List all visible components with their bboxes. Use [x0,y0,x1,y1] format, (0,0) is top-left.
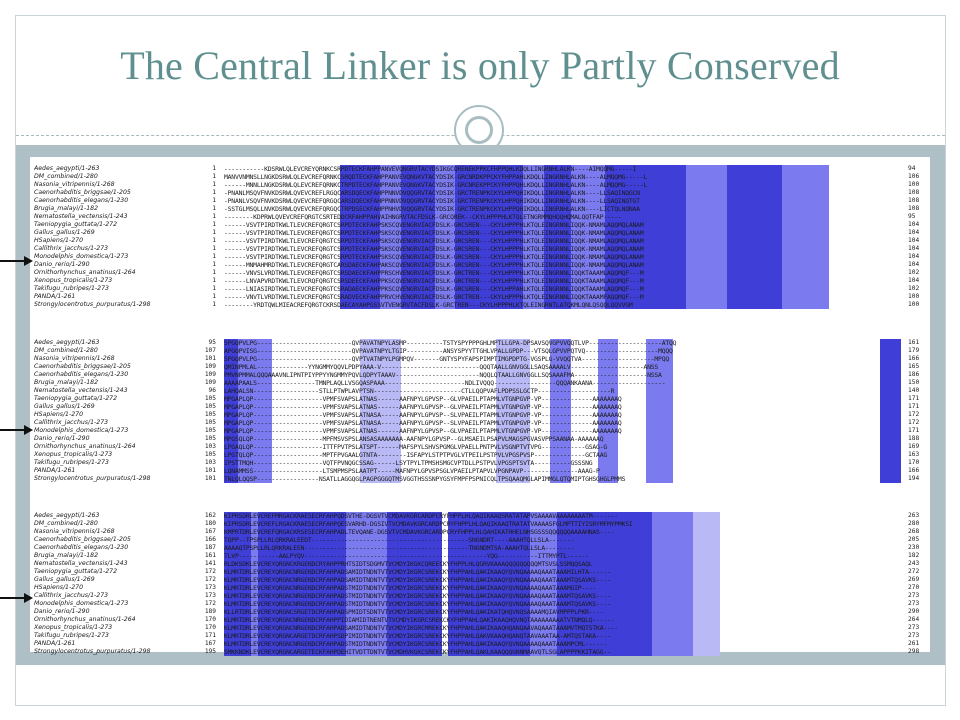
sequence-end-position: 104 [908,261,920,268]
alignment-row [30,512,930,520]
sequence-residues: ------LNVAPVRDTKWLTLEVCRQFQRGTCSRSDEECKFAHPPKSCQVENGRVIACFDSLK-GRCTREN---CKYLHPPPHLKTQLEINGRNNLIQQKTAAAMLAQQMQF---M [224,277,644,285]
sequence-residues: LPGAQLQP-------------------ITTFPVTPSLATSPT------MAFSPYLSHVSPGMGLVPAELLPNTPVLVSGNPTVTVPG------------GSAG-G [224,443,607,451]
sequence-residues: KLMRTDRLEVCREYQRGNCNRGENDCRFAHPADSAMIDTNDNTVTVCMDYIKGRCSREKCKYFHPPAHLQAKIKAAQYQVNQAAAAQAAATAAAMTQSAVKS---- [224,576,611,584]
sequence-residues: --------KDPRWLQVEVCREFQRGTCSRTEDDCRFAHPPAHVAIHNGRVTACFDSLK-GRCQREK--CKYLHPPPHLKTQLETNGRMMQHQQHQMALQQTFAP----- [224,213,622,221]
alignment-row [30,544,930,552]
sequence-start-position: 162 [204,512,216,519]
sequence-name: Caenorhabditis_elegans/1-230 [34,371,129,378]
sequence-residues: MPGSQLQP-------------------MPFMSVSPSLANSASAAAAAAA-AAFNPYLGPVSP--GLMSAEILPSAPVLMAGSPGVASVPPSAANAA-AAAAAAQ [224,435,604,443]
sequence-end-position: 140 [908,387,920,394]
sequence-end-position: 166 [908,467,920,474]
alignment-row [30,189,930,197]
sequence-end-position: 243 [908,560,920,567]
alignment-row [30,387,930,395]
sequence-residues: KIPRSDRLEVCREFLRGACKRAESECRFAHPQESVARHD-DGSIVTVCMDAVKGRCARDPCRYFHPPLHLQAQIKAAQTRATATVAAAASFGLMPTTIYISRYMFMYPMKSI [224,520,633,528]
sequence-start-position: 1 [212,165,216,172]
sequence-name: Taeniopygia_guttata/1-272 [34,221,118,228]
sequence-start-position: 141 [204,560,216,567]
sequence-start-position: 1 [212,205,216,212]
sequence-start-position: 1 [212,237,216,244]
sequence-residues: KIPRSDRLEVCREFMRGACKRAESECRFAHPQDSVTHE-DGSVTVCMDAVKGRCARDPCRYFHPPLHLQAQIKAAQSRATATAPVSAAAAVAAAAAAAATM------- [224,512,618,520]
sequence-residues: LPGTQLQP-------------------MPTFPVGAALGTNTA--------ISFAPYLSTPTPVGLVTPEILPSTPVLVPGSPVSP--------------GCTAAG [224,451,607,459]
sequence-residues: ------VSVTPIRDTKWLTLEVCREFQRGTCSRPDTECKFAHPSKSCQVENGRVIACFDSLK-GRCSREN---CKYLHPPPHLKTQLEINGRNNLIQQK-NMAMLAQQMQLANAM [224,253,644,261]
alignment-row [30,379,930,387]
sequence-residues: MPGAPLQP-------------------VPMFSVAPSLATNAS------AAFNPYLGPVSP--GLVPAEILPTAPMLVTGNPGVP-VP--------------AAAAAAAQ [224,395,622,403]
sequence-start-position: 1 [212,277,216,284]
sequence-residues: --------YRDTQWLMIEACREFQRGTCKRSDAECAYAHPGSSVTVENGRVTACFDSLK-GRCTREN---CKYLHPPPHLKTQLEINGRNTLATQKMLQNLQSQQLQQVVGM [224,301,633,309]
sequence-residues: LAHQALSN------------------STLLPTWPLAVPTSN------------------------CTLLQQPVAFLPDPSSLGCTP--------------------R [224,387,615,395]
sequence-name: Nasonia_vitripennis/1-268 [34,181,115,188]
sequence-name: Nasonia_vitripennis/1-268 [34,355,115,362]
alignment-row [30,475,930,483]
sequence-residues: TLVP-----------AALPYQV--------------------------------------------------YQG-----------ITTMYPTL------ [224,552,589,560]
sequence-residues: LQNAMMSS-------------------LTSMPMSPSLAATPT-----MAFNPYLGPVSPSGLVPAEILPTAPVLVPGNPAVP---------------AAAG-P [224,467,600,475]
sequence-residues: KLMRTDRLEVCREYQRGNCNRGENDCRFAHPADSTMIDTNDNTVTVCMDYIKGRCSREKCKYFHPPAHLQAKIKAAQYQVNQAAAAQAAATAAAMGIP---- [224,584,597,592]
sequence-start-position: 166 [204,536,216,543]
sequence-residues: RLDKSDKLEVCREYQRGNCKRGENDCRYAHPPRHTSIDTSDGMVTVCMDYIKGKCQREECKYFHPPLHLQGRVKAAAQQQQQQQQQMTSVSLSSMQQSAQL [224,560,593,568]
alignment-row [30,205,930,213]
sequence-end-position: 95 [908,213,916,220]
sequence-residues: ------LNIASIRDTKWLTLEVCREFQRGTCSRADAECKFAHPPKSCQVENGRVIACFDSLK-GRCSREN---CKYLHPPAHLKTQLEINGRNNLIQQKTAAAMLAQQMQF---M [224,285,644,293]
alignment-row [30,181,930,189]
alignment-image-panel [16,145,945,665]
arrow-right-icon [0,592,34,604]
alignment-row [30,560,930,568]
sequence-end-position: 188 [908,435,920,442]
sequence-end-position: 264 [908,616,920,623]
sequence-name: Brugia_malayi/1-182 [34,552,99,559]
sequence-residues: PMVNPMMALQQQAAAVNLIPNTPIYPPYYNGMMYPQVLQDPYTAAAV-----------------------NQQLQTAALLGNVGGLLSQSAAAFMA--------------------NSSA [224,371,662,379]
alignment-row [30,552,930,560]
sequence-end-position: 182 [908,552,920,559]
sequence-name: Strongylocentrotus_purpuratus/1-298 [34,648,151,655]
sequence-residues: -PNANLVSQVFNVKDSRWLQVEVCREFQRGQCARSDQECKFAHPPNNVDVQQGRVTACYDSIK-GRCTRENPKCKYLHPPQHIKDQLLINGRNHLALKN----LLSAQINQTGT [224,197,640,205]
sequence-residues: ------VSVTPIRDTKWLTLEVCREFQRGTCSRPDTECKFAHPSKSCQVENGRVIACFDSLK-GRCSREN---CKYLHPPPHLKTQLEINGRNNLIQQK-NMAMLAQQMQLANAM [224,229,644,237]
sequence-residues: TQPP--TPSPLLRLQRKRALEEDT-------------------------------------------SNGNDRT----AAAHTQLLSLA------- [224,536,575,544]
sequence-start-position: 1 [212,197,216,204]
alignment-row [30,632,930,640]
sequence-residues: MPGAPLQP-------------------VPMFSVAPSLATNASA-----AAFNPYLGPVSP--SLVPAEILPTAPMLVTGNPGVP-VP--------------AAAAAAAQ [224,419,622,427]
sequence-end-position: 106 [908,173,920,180]
sequence-end-position: 170 [908,459,920,466]
sequence-start-position: 1 [212,253,216,260]
sequence-start-position: 172 [204,576,216,583]
sequence-end-position: 108 [908,197,920,204]
alignment-row [30,213,930,221]
sequence-end-position: 150 [908,379,920,386]
sequence-start-position: 161 [204,552,216,559]
sequence-end-position: 104 [908,221,920,228]
slide-title: The Central Linker is only Partly Conserved [120,43,840,88]
sequence-start-position: 101 [204,467,216,474]
sequence-end-position: 165 [908,363,920,370]
sequence-end-position: 171 [908,427,920,434]
sequence-end-position: 104 [908,277,920,284]
sequence-end-position: 261 [908,640,920,647]
sequence-start-position: 1 [212,181,216,188]
alignment-row [30,624,930,632]
sequence-start-position: 170 [204,624,216,631]
sequence-name: Gallus_gallus/1-269 [34,403,95,410]
sequence-name: Aedes_aegypti/1-263 [34,165,100,172]
alignment-row [30,528,930,536]
sequence-name: Xenopus_tropicalis/1-273 [34,277,113,284]
sequence-end-position: 94 [908,165,916,172]
sequence-name: DM_combined/1-280 [34,347,98,354]
sequence-start-position: 1 [212,269,216,276]
alignment-row [30,536,930,544]
alignment-block [30,165,930,309]
sequence-start-position: 95 [208,339,216,346]
sequence-name: Takifugu_rubripes/1-273 [34,632,109,639]
sequence-residues: KLMRTDRLEVCREYQRGNCNRGENDCRFAHPADSAMIDTNDNTVTVCMDYIKGRCSREKCKYFHPPAHLQAKIKAAQYQVNQAAAAQAAATAAAMILHTA------ [224,568,611,576]
sequence-end-position: 104 [908,237,920,244]
sequence-start-position: 105 [204,451,216,458]
sequence-end-position: 171 [908,403,920,410]
sequence-start-position: 1 [212,245,216,252]
sequence-residues: SPGQPVLPG--------------------------QVPAVATNPYLASMP----------TSTYSPYPPPGHLMPTLLGPA-DPSAVSQVGPVVQQTLVP--------------------ATQQ [224,339,677,347]
arrow-right-icon [0,424,34,436]
alignment-row [30,403,930,411]
sequence-name: Aedes_aegypti/1-263 [34,339,100,346]
sequence-start-position: 173 [204,592,216,599]
sequence-start-position: 187 [204,544,216,551]
sequence-start-position: 109 [204,379,216,386]
alignment-row [30,165,930,173]
alignment-row [30,293,930,301]
sequence-start-position: 105 [204,419,216,426]
sequence-end-position: 269 [908,576,920,583]
sequence-end-position: 108 [908,205,920,212]
alignment-row [30,245,930,253]
alignment-row [30,520,930,528]
alignment-row [30,443,930,451]
sequence-name: HSapiens/1-270 [34,411,84,418]
sequence-end-position: 108 [908,189,920,196]
sequence-start-position: 107 [204,347,216,354]
sequence-end-position: 273 [908,600,920,607]
sequence-residues: ------MNNLLNGKDSRWLQLEVCREFQRNKCTRPDTECKFAHPPANVEVQNGKVTACYDSIK-GRCNREKPPCKYFHPPQHLKDQLLINGRNHLALKN----ALMQQMG-----L [224,181,648,189]
alignment-row [30,301,930,309]
sequence-name: Ornithorhynchus_anatinus/1-264 [34,269,136,276]
sequence-name: DM_combined/1-280 [34,520,98,527]
alignment-row [30,173,930,181]
sequence-name: Callithrix_jacchus/1-273 [34,245,109,252]
sequence-end-position: 161 [908,339,920,346]
sequence-end-position: 298 [908,648,920,655]
sequence-residues: SPGQPVLPG--------------------------QVPTVATNPYLPGMPQV-------GNTYSPYFAPSPIMPTIMGPDPTG-VGSPLG-VVQQTVA--------------------MPQQ [224,355,669,363]
sequence-name: Strongylocentrotus_purpuratus/1-298 [34,301,151,308]
sequence-start-position: 109 [204,371,216,378]
bottom-band [16,670,945,704]
alignment-row [30,616,930,624]
sequence-name: Monodelphis_domestica/1-273 [34,253,129,260]
sequence-name: Monodelphis_domestica/1-273 [34,427,129,434]
sequence-start-position: 105 [204,395,216,402]
sequence-residues: -----------KDSRWLQLEVCREYQRNKCSRPDTECKFAHPPANVEVQNGRVTACYDSIKGCQRENEKPPKCFHPPQHLKDQLLINGRNHLALKN----AIMQQMG-----I [224,165,637,173]
sequence-name: Caenorhabditis_briggsae/1-205 [34,363,131,370]
sequence-name: Caenorhabditis_elegans/1-230 [34,197,129,204]
alignment-row [30,347,930,355]
sequence-end-position: 172 [908,419,920,426]
sequence-name: Taeniopygia_guttata/1-272 [34,395,118,402]
alignment-row [30,339,930,347]
sequence-residues: MANVVNMNSLLNGKDSRWLQLEVCREFQRNKCSRQDTECKFAHPPANVEVQNGKVTACYDSIK-GRCNRDKPPCKYFHPPAHLKDQLLINGRNHLALKN----ALMQQMG-----L [224,173,648,181]
alignment-row [30,285,930,293]
sequence-start-position: 1 [212,293,216,300]
sequence-end-position: 166 [908,355,920,362]
alignment-block [30,339,930,483]
alignment-row [30,584,930,592]
sequence-end-position: 171 [908,395,920,402]
sequence-residues: MPGAPLQP-------------------VPMFSVAPSLATNAS------AAFNPYLGPVSP--GLVPAEILPTAPMLVTGNPGVP-VP--------------AAAAAAAQ [224,427,622,435]
sequence-end-position: 104 [908,245,920,252]
sequence-residues: KLMRTDRLEVCREYQRGNCNRGENDCRFAHPADSTMIDTNDNTVTVCMDYIKGRCSREKCKYFHPPAHLQAKIKAAQYQVNQAAAAQAAATAAAMTQSAVKS---- [224,600,611,608]
sequence-end-position: 268 [908,528,920,535]
sequence-residues: ------MNMAHMRDTKWLTLEVCREFQRGTCARSDAECKFAHPAKSCQVENGRVIACFDSLK-GRCSREN---CKYLHPPPHLKTQLEINGRNNLIQQK-NMAMLAQQMQLANAM [224,261,644,269]
sequence-end-position: 205 [908,536,920,543]
sequence-start-position: 1 [212,301,216,308]
sequence-end-position: 104 [908,229,920,236]
sequence-start-position: 96 [208,387,216,394]
sequence-name: Xenopus_tropicalis/1-273 [34,624,113,631]
sequence-residues: KLMRTDRLEVCREYQRGNCARGETDCRFAHPSDPIMIDTNDNTVTVCMDYIKGRCSREKCKYFHPPAHLQAKVKAAQHQANQTAAVAAATAA-AMTQSTAKA---- [224,632,611,640]
alignment-row [30,363,930,371]
sequence-residues: ------VSVTPIRDTKWLTLEVCREFQRGTCSRPDTECKFAHPSKSCQVENGRVIACFDSLK-GRCSREN---CKYLHPPPHLKTQLEINGRNNLIQQK-NMAMLAQQMQLANAM [224,245,644,253]
sequence-end-position: 186 [908,371,920,378]
sequence-name: Strongylocentrotus_purpuratus/1-298 [34,475,151,482]
sequence-name: Monodelphis_domestica/1-273 [34,600,129,607]
sequence-name: Callithrix_jacchus/1-273 [34,592,109,599]
sequence-start-position: 103 [204,443,216,450]
sequence-name: Danio_rerio/1-290 [34,435,90,442]
alignment-row [30,592,930,600]
sequence-residues: -PNANLMSQVFNVKDSRWLQVEVCREFLRGQCARSDQECKFAHPPNNVDVQQGRVTACYDSIK-GRCTRENPKCKYLHPPQHIKDQLLINGRNHLALKN----LLSAQINQGCN [224,189,640,197]
sequence-end-position: 290 [908,608,920,615]
sequence-name: Taeniopygia_guttata/1-272 [34,568,118,575]
sequence-name: Brugia_malayi/1-182 [34,205,99,212]
sequence-start-position: 173 [204,584,216,591]
sequence-start-position: 105 [204,411,216,418]
sequence-name: Xenopus_tropicalis/1-273 [34,451,113,458]
sequence-name: Nematostella_vectensis/1-243 [34,560,128,567]
sequence-end-position: 104 [908,253,920,260]
sequence-end-position: 169 [908,443,920,450]
sequence-residues: APGQPVISG--------------------------QVPAVATNPYLTGIP----------ANSYSPYYTTGHLVPALLGPDP---VTSQLGPVVPQTVQ--------------------MQQQ [224,347,673,355]
sequence-end-position: 163 [908,451,920,458]
alignment-row [30,459,930,467]
sequence-residues: ------VNVTLVRDTKWLTLEVCREFQRGTCSRADVECKFAHPPRVCHVENGRVIACFDSLK-GRCTREN---CKYLHPPPHLKTQLEINGRNNLIQQKTAAAMFAQQMQF---M [224,293,644,301]
sequence-end-position: 272 [908,568,920,575]
sequence-residues: KLMRTDRLEVCREYQRGNCNRGENDCRFAHPADSTMIDTNDNTVTVCMDYIKGRCSREKCKYFHPPAHLQAKIKAAQYQVNQAAAAQAAATAAAMPCML------ [224,640,607,648]
sequence-name: Gallus_gallus/1-269 [34,229,95,236]
alignment-row [30,395,930,403]
sequence-name: PANDA/1-261 [34,467,76,474]
sequence-end-position: 172 [908,411,920,418]
alignment-row [30,568,930,576]
sequence-end-position: 273 [908,624,920,631]
sequence-name: Danio_rerio/1-290 [34,261,90,268]
sequence-start-position: 1 [212,285,216,292]
alignment-row [30,269,930,277]
sequence-name: Nematostella_vectensis/1-243 [34,387,128,394]
sequence-start-position: 101 [204,355,216,362]
sequence-start-position: 1 [212,229,216,236]
sequence-name: Takifugu_rubripes/1-273 [34,459,109,466]
sequence-residues: ------VSVTPIRDTKWLTLEVCREFQRGTCSRPDTECKFAHPSKSCQVENGRVIACFDSLK-GRCSREN---CKYLHPPPHLKTQLEINGRNNLIQQK-NMAMLAQQMQLANAM [224,237,644,245]
ring-inner-icon [465,116,493,144]
alignment-row [30,229,930,237]
sequence-name: Nasonia_vitripennis/1-268 [34,528,115,535]
alignment-row [30,608,930,616]
alignment-row [30,411,930,419]
sequence-residues: TNLQLQQSP-----------------NSATLLAGGQGLPAGPGGGQTMSVGGTHSSSNPYGSYFMPFPSPNICQLTPSQAAQMGLAPIMMGLQTQMIPTGHSGHGLPMMS [224,475,626,483]
arrow-right-icon [0,255,34,267]
sequence-end-position: 102 [908,269,920,276]
sequence-name: PANDA/1-261 [34,640,76,647]
sequence-name: Ornithorhynchus_anatinus/1-264 [34,616,136,623]
sequence-start-position: 189 [204,608,216,615]
alignment-row [30,221,930,229]
sequence-name: HSapiens/1-270 [34,584,84,591]
sequence-end-position: 194 [908,475,920,482]
sequence-name: Brugia_malayi/1-182 [34,379,99,386]
sequence-start-position: 180 [204,520,216,527]
sequence-name: PANDA/1-261 [34,293,76,300]
alignment-row [30,277,930,285]
sequence-name: Callithrix_jacchus/1-273 [34,419,109,426]
sequence-residues: MPGAPLQP-------------------VPMFSVAPSLATNASA-----AAFNPYLGPVSP--SLVPAEILPTAPMLVTGNPGVP-VP--------------AAAAAAAQ [224,411,622,419]
sequence-start-position: 195 [204,648,216,655]
sequence-end-position: 273 [908,592,920,599]
sequence-residues: -SSTGLMSQLLNVKDSRWLQVEVCREFQRGQCTRPDSECKFAHPPNHVDVQQGRVTACYDSIK-GRCTRENPKCKYLHPPQHIKDQLLINGRNHLALKN----LICTQLNQNAA [224,205,640,213]
alignment-row [30,253,930,261]
sequence-end-position: 100 [908,181,920,188]
alignment-row [30,640,930,648]
sequence-start-position: 109 [204,363,216,370]
sequence-start-position: 167 [204,528,216,535]
alignment-block [30,512,930,656]
sequence-end-position: 263 [908,512,920,519]
sequence-start-position: 1 [212,213,216,220]
alignment-row [30,600,930,608]
sequence-residues: AAAAPAALS----------------TMNPLAQLLVSGQASPAAA----------------------NDLIVQQQ-----------------QQQANKAANA-------------------- [224,379,666,387]
sequence-residues: ------VNVSLVRDTKWLTLEVCREFQRGTCSRSDAECKFAHPPRSCHVENGRVIACFDSLK-GRCTREN---CKYLHPPPHLKTQLEINGRNNLIQQKTAAAMLAQQMQF---M [224,269,644,277]
alignment-row [30,197,930,205]
sequence-start-position: 172 [204,568,216,575]
sequence-name: DM_combined/1-280 [34,173,98,180]
sequence-residues: ------VSVTPIRDTKWLTLEVCREFQRGTCSRPDTECKFAHPSKSCQVENGRVIACFDSLK-GRCSREN---CKYLHPPPHLKTQLEINGRNNLIQQK-NMAMLAQQMQLANAM [224,221,644,229]
sequence-end-position: 179 [908,347,920,354]
sequence-start-position: 1 [212,173,216,180]
alignment-row [30,467,930,475]
sequence-start-position: 105 [204,427,216,434]
sequence-end-position: 280 [908,520,920,527]
sequence-residues: KMPRTDRLEVCREFQRGACKRSESECRFAHPADLTEVQANE-DGSVTVCMDAVKGRCARDPCRYFHPPLHLQAHIKATHHELNHSGSSSQQQQQQAAAAHNAS---- [224,528,615,536]
sequence-start-position: 101 [204,475,216,482]
sequence-residues: KLLRTDRLEVCREYQRGNCSRGETDCRFAHPADSPMIDTSDNTVTVCMDYIKGRCSREKCKYFHPPAHLQAKIKATQHQVNQSAAAAMQIAVMPPPLPKR---- [224,608,604,616]
sequence-name: Ornithorhynchus_anatinus/1-264 [34,443,136,450]
sequence-residues: QMINPMLAL--------------YYNGMMYQQVLPDPYAAA-V---------------------------QQQTAALLGNVGGLLSAQSAAAALV--------------------ANSS [224,363,659,371]
sequence-residues: KLMRTDRLEVCREYQRGNCNRGENDCRFAHPPIDIAMIDTNENTVTVCMDYIKGRCSREKCKYFHPPAHLQAKIKAAQHQVNQTAAAAAAAAATVTNMQLQ------ [224,616,615,624]
sequence-name: HSapiens/1-270 [34,237,84,244]
sequence-start-position: 1 [212,189,216,196]
alignment-row [30,261,930,269]
sequence-start-position: 105 [204,403,216,410]
sequence-start-position: 1 [212,221,216,228]
sequence-residues: KLMRTDRLEVCREYQRGNCNRGENDCRFAHPADSAMIDTNDNTVTVCMDYIKGRCMREKCKYFHPPAHLQAKIKAAQHQANQAAVAQAAATAAAMVTMQTSTKA---- [224,624,618,632]
sequence-residues: AAAAQTPSPLLRLQRKRALEEN---------------------------------------------TNGNDMTSA-AAAHTQLLSLA-------- [224,544,575,552]
sequence-name: Aedes_aegypti/1-263 [34,512,100,519]
sequence-end-position: 273 [908,632,920,639]
sequence-start-position: 103 [204,459,216,466]
sequence-residues: IPSTTMQH-------------------VQTFPVNQGCSSAG------LSYTPYLTPMSHSMGCVPTDLLPSTPVLVPGSPTSVTA----------GSSSNG [224,459,593,467]
sequence-start-position: 167 [204,640,216,647]
sequence-name: Nematostella_vectensis/1-243 [34,213,128,220]
alignment-row [30,451,930,459]
alignment-row [30,237,930,245]
sequence-residues: SMKKNDKLEVCREYQRGNCARGETECKFAHPDEHITVDTTDNTVTVCMDHVKGKCSREKCKYFHPPAHLQAKLKAAQQQGNNMAAVQTLSGLAPPPPKKITAGG-- [224,648,611,656]
sequence-end-position: 100 [908,293,920,300]
sequence-name: Caenorhabditis_briggsae/1-205 [34,189,131,196]
sequence-name: Caenorhabditis_briggsae/1-205 [34,536,131,543]
alignment-row [30,419,930,427]
alignment-row [30,435,930,443]
sequence-end-position: 230 [908,544,920,551]
sequence-alignment [30,157,930,656]
alignment-row [30,371,930,379]
sequence-start-position: 172 [204,600,216,607]
sequence-start-position: 171 [204,632,216,639]
sequence-start-position: 1 [212,261,216,268]
alignment-row [30,355,930,363]
sequence-start-position: 105 [204,435,216,442]
sequence-name: Caenorhabditis_elegans/1-230 [34,544,129,551]
sequence-end-position: 100 [908,301,920,308]
sequence-end-position: 270 [908,584,920,591]
sequence-name: Danio_rerio/1-290 [34,608,90,615]
sequence-start-position: 170 [204,616,216,623]
sequence-end-position: 102 [908,285,920,292]
sequence-residues: KLMRTDRLEVCREYQRGNCNRGENDCRFAHPADSTMIDTNDNTVTVCMDYIKGRCSREKCKYFHPPAHLQAKIKAAQYQVNQAAAAQAAATAAAMTQSAVKS---- [224,592,611,600]
alignment-row [30,648,930,656]
sequence-name: Gallus_gallus/1-269 [34,576,95,583]
alignment-row [30,427,930,435]
sequence-residues: MPGAPLQP-------------------VPMFSVAPSLATNAS------AAFNPYLGPVSP--GLVPAEILPTAPMLVTGNPGVP-VP--------------AAAAAAAQ [224,403,622,411]
alignment-row [30,576,930,584]
sequence-name: Takifugu_rubripes/1-273 [34,285,109,292]
